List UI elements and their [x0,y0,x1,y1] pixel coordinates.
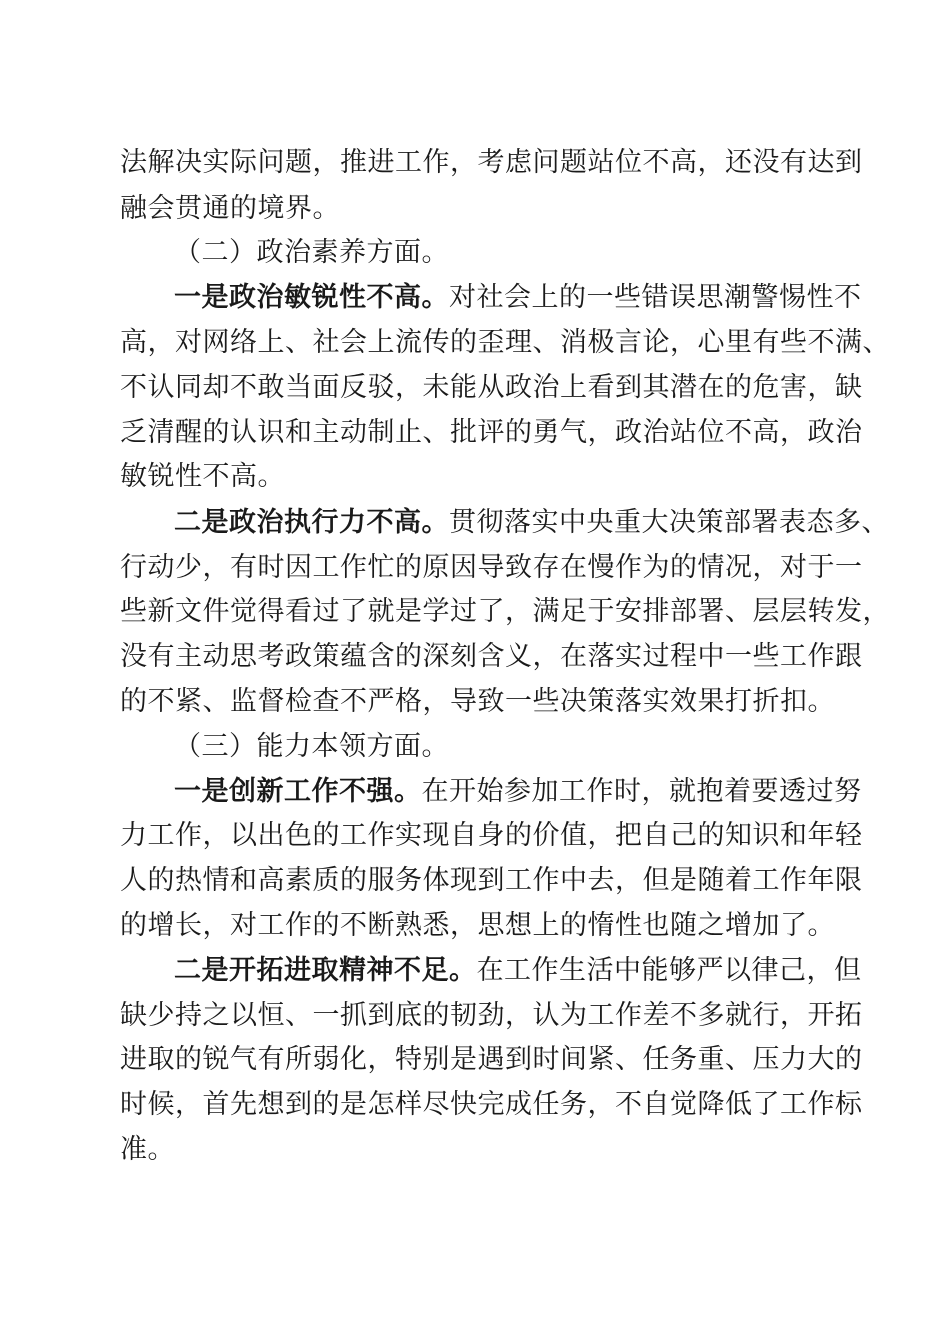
body-line: 的不紧、监督检查不严格，导致一些决策落实效果打折扣。 [120,686,835,717]
paragraph-first-line [174,278,862,318]
body-line: 敏锐性不高。 [120,461,285,492]
body-line: 融会贯通的境界。 [120,193,340,224]
body-line: 法解决实际问题，推进工作，考虑问题站位不高，还没有达到 [120,147,863,178]
body-line: 高，对网络上、社会上流传的歪理、消极言论，心里有些不满、 [120,327,890,358]
body-line: 的增长，对工作的不断熟悉，思想上的惰性也随之增加了。 [120,910,835,941]
paragraph-text: 贯彻落实中央重大决策部署表态多、 [449,507,889,538]
paragraph-lead: 二是政治执行力不高。 [174,507,449,538]
body-line: 准。 [120,1134,175,1165]
body-line: 行动少，有时因工作忙的原因导致存在慢作为的情况，对于一 [120,552,863,583]
body-line: 进取的锐气有所弱化，特别是遇到时间紧、任务重、压力大的 [120,1044,863,1075]
paragraph-lead: 一是创新工作不强。 [174,776,422,807]
body-line: 时候，首先想到的是怎样尽快完成任务，不自觉降低了工作标 [120,1089,863,1120]
paragraph-text: 对社会上的一些错误思潮警惕性不 [449,282,862,313]
body-line: 缺少持之以恒、一抓到底的韧劲，认为工作差不多就行，开拓 [120,1000,863,1031]
body-line: 没有主动思考政策蕴含的深刻含义，在落实过程中一些工作跟 [120,641,863,672]
paragraph-first-line [174,951,862,991]
paragraph-text: 在开始参加工作时，就抱着要透过努 [421,776,862,807]
body-line: 些新文件觉得看过了就是学过了，满足于安排部署、层层转发， [120,596,890,627]
body-line: 不认同却不敢当面反驳，未能从政治上看到其潜在的危害，缺 [120,372,863,403]
body-line: 乏清醒的认识和主动制止、批评的勇气，政治站位不高，政治 [120,417,863,448]
paragraph-first-line [174,772,862,812]
paragraph-text: 在工作生活中能够严以律己，但 [476,955,862,986]
paragraph-lead: 二是开拓进取精神不足。 [174,955,477,986]
body-line: 人的热情和高素质的服务体现到工作中去，但是随着工作年限 [120,865,863,896]
body-line: 力工作，以出色的工作实现自身的价值，把自己的知识和年轻 [120,820,863,851]
paragraph-first-line [174,503,889,543]
section-heading: （三）能力本领方面。 [174,731,449,762]
section-heading: （二）政治素养方面。 [174,237,449,268]
paragraph-lead: 一是政治敏锐性不高。 [174,282,449,313]
